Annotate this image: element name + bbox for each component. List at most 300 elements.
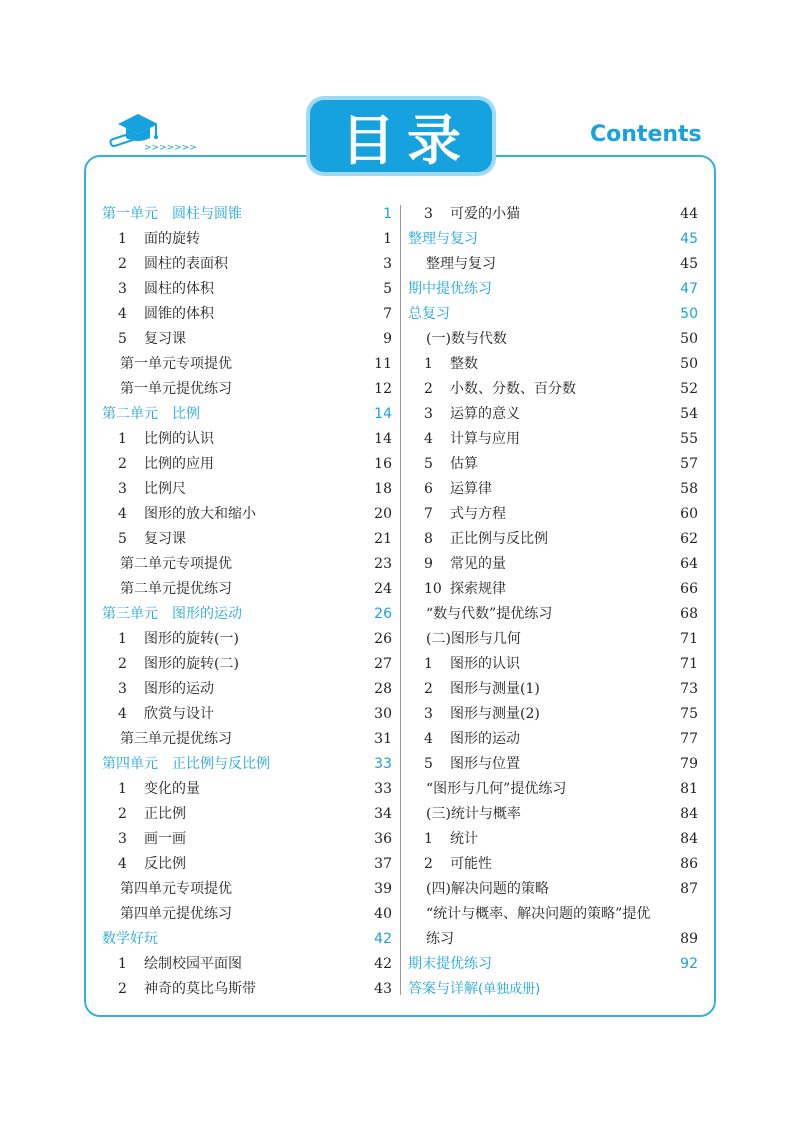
toc-entry-row[interactable] — [102, 952, 392, 977]
toc-page-number: 45 — [680, 256, 698, 272]
toc-entry-title — [118, 652, 239, 677]
toc-entry-row[interactable] — [102, 777, 392, 802]
toc-entry-title — [408, 227, 478, 252]
toc-entry-number: 1 — [118, 431, 127, 447]
toc-entry-number: 4 — [424, 731, 433, 747]
toc-entry-text: 比例的应用 — [144, 456, 214, 472]
toc-page-number: 54 — [680, 406, 698, 422]
toc-entry-row[interactable] — [408, 352, 698, 377]
toc-entry-title — [118, 627, 239, 652]
toc-entry-number: 6 — [424, 481, 433, 497]
toc-entry-number: 10 — [424, 581, 442, 597]
toc-entry-number: 7 — [424, 506, 433, 522]
toc-entry-row[interactable] — [408, 452, 698, 477]
toc-entry-text: 面的旋转 — [144, 231, 200, 247]
toc-page-number: 12 — [374, 381, 392, 397]
toc-entry-number: 9 — [424, 556, 433, 572]
toc-page-number: 23 — [374, 556, 392, 572]
toc-entry-title — [424, 502, 506, 527]
toc-entry-text: 圆柱的表面积 — [144, 256, 228, 272]
toc-entry-row[interactable] — [102, 652, 392, 677]
toc-entry-title — [120, 552, 232, 577]
toc-entry-title — [426, 627, 521, 652]
toc-page-number: 21 — [374, 531, 392, 547]
toc-entry-note: (单独成册) — [478, 982, 541, 997]
toc-page-number: 64 — [680, 556, 698, 572]
toc-entry-text: 运算律 — [450, 481, 492, 497]
toc-entry-row[interactable] — [102, 252, 392, 277]
toc-entry-text: 第一单元提优练习 — [120, 381, 232, 397]
toc-entry-title — [102, 752, 270, 777]
toc-entry-title — [426, 927, 454, 952]
toc-entry-text: 第四单元专项提优 — [120, 881, 232, 897]
toc-entry-title — [408, 952, 492, 977]
toc-entry-title — [424, 427, 520, 452]
toc-entry-title — [118, 827, 186, 852]
toc-page-number: 9 — [383, 331, 392, 347]
toc-entry-title — [408, 277, 492, 302]
toc-page-number: 42 — [374, 931, 392, 947]
toc-left-column — [102, 202, 392, 1002]
toc-entry-number: 5 — [118, 531, 127, 547]
toc-entry-text: 绘制校园平面图 — [144, 956, 242, 972]
toc-entry-text: 运算的意义 — [450, 406, 520, 422]
toc-entry-number: 5 — [118, 331, 127, 347]
toc-entry-number: 1 — [424, 656, 433, 672]
toc-entry-text: 答案与详解 — [408, 981, 478, 997]
toc-entry-title — [120, 377, 232, 402]
toc-entry-title — [426, 877, 549, 902]
toc-entry-text: 探索规律 — [450, 581, 506, 597]
toc-entry-text: 整理与复习 — [426, 256, 496, 272]
toc-entry-title — [424, 652, 520, 677]
toc-entry-row[interactable] — [408, 527, 698, 552]
toc-entry-number: 4 — [424, 431, 433, 447]
toc-entry-number: 1 — [118, 631, 127, 647]
toc-page-number: 89 — [680, 931, 698, 947]
toc-entry-text: 复习课 — [144, 531, 186, 547]
toc-page-number: 86 — [680, 856, 698, 872]
toc-entry-row[interactable] — [102, 702, 392, 727]
toc-entry-text: 图形与测量(2) — [450, 706, 540, 722]
toc-entry-text: 图形的放大和缩小 — [144, 506, 256, 522]
toc-entry-title — [424, 477, 492, 502]
toc-page-number: 27 — [374, 656, 392, 672]
toc-page-number: 60 — [680, 506, 698, 522]
toc-unit-row[interactable] — [102, 402, 392, 427]
toc-page-number: 16 — [374, 456, 392, 472]
toc-entry-row[interactable] — [408, 677, 698, 702]
toc-entry-title — [118, 677, 214, 702]
toc-page-number: 18 — [374, 481, 392, 497]
page-title-tab — [310, 100, 492, 172]
toc-page-number: 45 — [680, 231, 698, 247]
toc-page-number: 71 — [680, 631, 698, 647]
toc-entry-title — [424, 352, 478, 377]
toc-entry-number: 2 — [118, 656, 127, 672]
toc-entry-title — [120, 727, 232, 752]
toc-entry-text: 练习 — [426, 931, 454, 947]
toc-entry-row[interactable] — [102, 552, 392, 577]
toc-entry-number: 2 — [118, 806, 127, 822]
toc-entry-row[interactable] — [408, 327, 698, 352]
toc-page-number: 20 — [374, 506, 392, 522]
toc-page-number: 42 — [374, 956, 392, 972]
toc-unit-row[interactable] — [408, 227, 698, 252]
toc-page-number: 39 — [374, 881, 392, 897]
toc-entry-number: 3 — [424, 706, 433, 722]
toc-entry-number: 3 — [118, 831, 127, 847]
toc-entry-row[interactable] — [102, 452, 392, 477]
toc-page-number: 92 — [680, 956, 698, 972]
toc-page-number: 84 — [680, 806, 698, 822]
toc-entry-title — [424, 702, 540, 727]
toc-entry-title — [118, 977, 256, 1002]
toc-page-number: 33 — [374, 756, 392, 772]
toc-unit-row[interactable] — [102, 927, 392, 952]
toc-entry-text: 圆锥的体积 — [144, 306, 214, 322]
toc-entry-text: (一)数与代数 — [426, 331, 507, 347]
toc-entry-row[interactable] — [102, 977, 392, 1002]
toc-entry-text: 可爱的小猫 — [450, 206, 520, 222]
toc-entry-text: 图形与位置 — [450, 756, 520, 772]
column-divider — [400, 205, 401, 995]
toc-entry-number: 2 — [118, 981, 127, 997]
toc-entry-title — [118, 252, 228, 277]
toc-entry-title — [102, 602, 242, 627]
toc-entry-text: “统计与概率、解决问题的策略”提优 — [426, 906, 651, 922]
toc-entry-title — [426, 802, 521, 827]
toc-entry-title — [424, 402, 520, 427]
toc-entry-text: 总复习 — [408, 306, 450, 322]
toc-entry-title — [424, 752, 520, 777]
toc-entry-text: (二)图形与几何 — [426, 631, 521, 647]
toc-page-number: 14 — [374, 431, 392, 447]
toc-entry-title — [424, 577, 506, 602]
toc-entry-number: 2 — [424, 856, 433, 872]
toc-entry-row[interactable] — [408, 827, 698, 852]
toc-unit-row[interactable] — [102, 202, 392, 227]
toc-page-number: 11 — [374, 356, 392, 372]
toc-page-number: 50 — [680, 356, 698, 372]
toc-entry-title — [424, 377, 576, 402]
toc-entry-row[interactable] — [408, 927, 698, 952]
toc-entry-row[interactable] — [102, 627, 392, 652]
toc-page-number: 57 — [680, 456, 698, 472]
toc-entry-number: 8 — [424, 531, 433, 547]
toc-entry-row[interactable] — [408, 902, 698, 927]
toc-entry-row[interactable] — [408, 727, 698, 752]
toc-entry-row[interactable] — [102, 877, 392, 902]
toc-page-number: 50 — [680, 331, 698, 347]
toc-entry-row[interactable] — [408, 577, 698, 602]
toc-entry-text: (四)解决问题的策略 — [426, 881, 549, 897]
toc-page-number: 73 — [680, 681, 698, 697]
toc-entry-text: 变化的量 — [144, 781, 200, 797]
toc-entry-number: 2 — [424, 381, 433, 397]
toc-entry-row[interactable] — [102, 502, 392, 527]
toc-entry-number: 3 — [118, 681, 127, 697]
toc-entry-row[interactable] — [102, 227, 392, 252]
toc-entry-number: 1 — [118, 231, 127, 247]
toc-entry-text: 第三单元提优练习 — [120, 731, 232, 747]
toc-entry-title — [120, 877, 232, 902]
toc-page-number: 7 — [383, 306, 392, 322]
toc-entry-text: 神奇的莫比乌斯带 — [144, 981, 256, 997]
toc-entry-row[interactable] — [102, 902, 392, 927]
toc-entry-title — [424, 202, 520, 227]
toc-entry-text: 图形的认识 — [450, 656, 520, 672]
toc-entry-title — [118, 427, 214, 452]
toc-entry-title — [118, 452, 214, 477]
toc-entry-text: “数与代数”提优练习 — [426, 606, 553, 622]
toc-entry-text: 复习课 — [144, 331, 186, 347]
toc-entry-title — [102, 927, 158, 952]
toc-entry-number: 2 — [118, 256, 127, 272]
toc-entry-text: 第四单元 正比例与反比例 — [102, 756, 270, 772]
toc-page-number: 44 — [680, 206, 698, 222]
toc-entry-text: 第一单元专项提优 — [120, 356, 232, 372]
toc-entry-row[interactable] — [408, 427, 698, 452]
toc-entry-title — [424, 452, 478, 477]
toc-entry-row[interactable] — [408, 502, 698, 527]
toc-entry-title — [424, 852, 492, 877]
toc-page-number: 1 — [383, 231, 392, 247]
toc-entry-number: 5 — [424, 756, 433, 772]
toc-page-number: 47 — [680, 281, 698, 297]
toc-entry-row[interactable] — [102, 302, 392, 327]
toc-page-number: 40 — [374, 906, 392, 922]
toc-entry-text: 小数、分数、百分数 — [450, 381, 576, 397]
toc-entry-text: 第三单元 图形的运动 — [102, 606, 242, 622]
toc-entry-text: 第二单元提优练习 — [120, 581, 232, 597]
toc-entry-title — [118, 277, 214, 302]
toc-entry-title — [426, 602, 552, 627]
toc-entry-title — [118, 702, 214, 727]
toc-entry-text: 第一单元 圆柱与圆锥 — [102, 206, 242, 222]
toc-entry-title — [426, 327, 507, 352]
toc-entry-title — [408, 302, 450, 327]
toc-entry-title — [424, 727, 520, 752]
toc-entry-text: 欣赏与设计 — [144, 706, 214, 722]
toc-entry-text: 反比例 — [144, 856, 186, 872]
toc-entry-text: 期中提优练习 — [408, 281, 492, 297]
toc-entry-row[interactable] — [408, 477, 698, 502]
toc-entry-row[interactable] — [102, 327, 392, 352]
toc-entry-number: 2 — [424, 681, 433, 697]
toc-unit-row[interactable] — [408, 952, 698, 977]
toc-unit-row[interactable] — [102, 602, 392, 627]
toc-entry-text: 图形的运动 — [450, 731, 520, 747]
graduation-cap-icon — [108, 106, 197, 153]
toc-entry-text: 图形的运动 — [144, 681, 214, 697]
toc-page-number: 37 — [374, 856, 392, 872]
toc-entry-row[interactable] — [408, 252, 698, 277]
toc-entry-number: 4 — [118, 306, 127, 322]
toc-entry-title — [424, 527, 548, 552]
toc-unit-row[interactable] — [102, 752, 392, 777]
toc-entry-title — [118, 952, 242, 977]
toc-entry-row[interactable] — [408, 402, 698, 427]
toc-entry-number: 1 — [118, 781, 127, 797]
page-title: 目录 — [341, 108, 473, 172]
toc-entry-text: 圆柱的体积 — [144, 281, 214, 297]
toc-entry-title — [118, 527, 186, 552]
toc-entry-title — [426, 777, 566, 802]
toc-page-number: 68 — [680, 606, 698, 622]
toc-entry-title — [118, 852, 186, 877]
toc-entry-text: 式与方程 — [450, 506, 506, 522]
toc-entry-text: 数学好玩 — [102, 931, 158, 947]
toc-entry-row[interactable] — [408, 652, 698, 677]
toc-entry-number: 4 — [118, 706, 127, 722]
toc-entry-text: 常见的量 — [450, 556, 506, 572]
toc-entry-text: (三)统计与概率 — [426, 806, 521, 822]
toc-entry-row[interactable] — [408, 752, 698, 777]
toc-page-number: 34 — [374, 806, 392, 822]
toc-entry-row[interactable] — [408, 777, 698, 802]
toc-entry-row[interactable] — [408, 377, 698, 402]
toc-entry-row[interactable] — [102, 377, 392, 402]
toc-entry-number: 2 — [118, 456, 127, 472]
toc-entry-row[interactable] — [408, 627, 698, 652]
toc-entry-row[interactable] — [408, 702, 698, 727]
toc-entry-title — [120, 577, 232, 602]
toc-entry-row[interactable] — [408, 202, 698, 227]
toc-entry-title — [118, 227, 200, 252]
toc-entry-text: 比例的认识 — [144, 431, 214, 447]
toc-entry-row[interactable] — [102, 577, 392, 602]
toc-page-number: 28 — [374, 681, 392, 697]
toc-right-column — [408, 202, 698, 1002]
toc-entry-row[interactable] — [102, 827, 392, 852]
toc-entry-number: 1 — [424, 831, 433, 847]
toc-entry-number: 3 — [424, 406, 433, 422]
toc-page-number: 33 — [374, 781, 392, 797]
toc-entry-number: 4 — [118, 506, 127, 522]
toc-entry-title — [118, 802, 186, 827]
toc-entry-title — [426, 902, 650, 927]
toc-entry-title — [118, 302, 214, 327]
toc-entry-title — [424, 552, 506, 577]
toc-page-number: 43 — [374, 981, 392, 997]
toc-page-number: 30 — [374, 706, 392, 722]
toc-entry-text: 计算与应用 — [450, 431, 520, 447]
toc-entry-text: 正比例与反比例 — [450, 531, 548, 547]
toc-entry-number: 1 — [424, 356, 433, 372]
toc-entry-text: 第二单元专项提优 — [120, 556, 232, 572]
toc-page-number: 58 — [680, 481, 698, 497]
toc-page-number: 75 — [680, 706, 698, 722]
toc-page-number: 26 — [374, 606, 392, 622]
toc-entry-row[interactable] — [408, 552, 698, 577]
toc-entry-text: 比例尺 — [144, 481, 186, 497]
toc-page-number: 50 — [680, 306, 698, 322]
toc-page-number: 5 — [383, 281, 392, 297]
toc-entry-number: 4 — [118, 856, 127, 872]
toc-entry-number: 3 — [118, 481, 127, 497]
toc-entry-row[interactable] — [408, 802, 698, 827]
toc-page-number: 14 — [374, 406, 392, 422]
toc-entry-title — [408, 977, 540, 1002]
toc-entry-title — [424, 827, 478, 852]
toc-entry-row[interactable] — [102, 352, 392, 377]
toc-entry-number: 3 — [424, 206, 433, 222]
toc-entry-number: 5 — [424, 456, 433, 472]
toc-entry-title — [118, 777, 200, 802]
toc-entry-text: 图形与测量(1) — [450, 681, 540, 697]
toc-entry-text: 图形的旋转(一) — [144, 631, 239, 647]
toc-entry-text: 第二单元 比例 — [102, 406, 200, 422]
toc-entry-text: 估算 — [450, 456, 478, 472]
toc-page-number: 31 — [374, 731, 392, 747]
toc-page-number: 26 — [374, 631, 392, 647]
toc-entry-title — [102, 202, 242, 227]
toc-entry-text: 整理与复习 — [408, 231, 478, 247]
toc-entry-title — [118, 502, 256, 527]
toc-entry-number: 1 — [118, 956, 127, 972]
toc-entry-row[interactable] — [102, 527, 392, 552]
toc-unit-row[interactable] — [408, 277, 698, 302]
toc-page-number: 79 — [680, 756, 698, 772]
toc-page-number: 55 — [680, 431, 698, 447]
toc-entry-text: “图形与几何”提优练习 — [426, 781, 567, 797]
toc-page-number: 84 — [680, 831, 698, 847]
toc-entry-title — [120, 902, 232, 927]
toc-entry-row[interactable] — [408, 852, 698, 877]
toc-entry-text: 第四单元提优练习 — [120, 906, 232, 922]
toc-entry-row[interactable] — [408, 877, 698, 902]
toc-entry-title — [426, 252, 496, 277]
toc-entry-title — [424, 677, 540, 702]
toc-page-number: 71 — [680, 656, 698, 672]
toc-entry-row[interactable] — [102, 677, 392, 702]
toc-page-number: 1 — [383, 206, 392, 222]
toc-unit-row[interactable] — [408, 302, 698, 327]
toc-entry-title — [120, 352, 232, 377]
toc-entry-number: 3 — [118, 281, 127, 297]
toc-page-number: 81 — [680, 781, 698, 797]
toc-unit-row[interactable] — [408, 977, 698, 1002]
svg-text:>>>>>>>: >>>>>>> — [144, 143, 197, 153]
toc-entry-row[interactable] — [102, 427, 392, 452]
toc-page-number: 62 — [680, 531, 698, 547]
toc-entry-row[interactable] — [102, 727, 392, 752]
toc-entry-row[interactable] — [102, 802, 392, 827]
toc-page-number: 52 — [680, 381, 698, 397]
toc-entry-text: 画一画 — [144, 831, 186, 847]
toc-entry-text: 统计 — [450, 831, 478, 847]
toc-entry-title — [118, 477, 186, 502]
toc-entry-row[interactable] — [102, 852, 392, 877]
toc-page-number: 24 — [374, 581, 392, 597]
toc-entry-text: 期末提优练习 — [408, 956, 492, 972]
toc-entry-text: 整数 — [450, 356, 478, 372]
toc-page-number: 87 — [680, 881, 698, 897]
toc-entry-row[interactable] — [102, 477, 392, 502]
contents-label: Contents — [590, 122, 702, 147]
toc-page-number: 36 — [374, 831, 392, 847]
toc-entry-row[interactable] — [102, 277, 392, 302]
toc-entry-row[interactable] — [408, 602, 698, 627]
toc-entry-text: 图形的旋转(二) — [144, 656, 239, 672]
toc-page-number: 66 — [680, 581, 698, 597]
toc-entry-title — [102, 402, 200, 427]
toc-entry-text: 正比例 — [144, 806, 186, 822]
toc-entry-text: 可能性 — [450, 856, 492, 872]
toc-page-number: 77 — [680, 731, 698, 747]
toc-page-number: 3 — [383, 256, 392, 272]
